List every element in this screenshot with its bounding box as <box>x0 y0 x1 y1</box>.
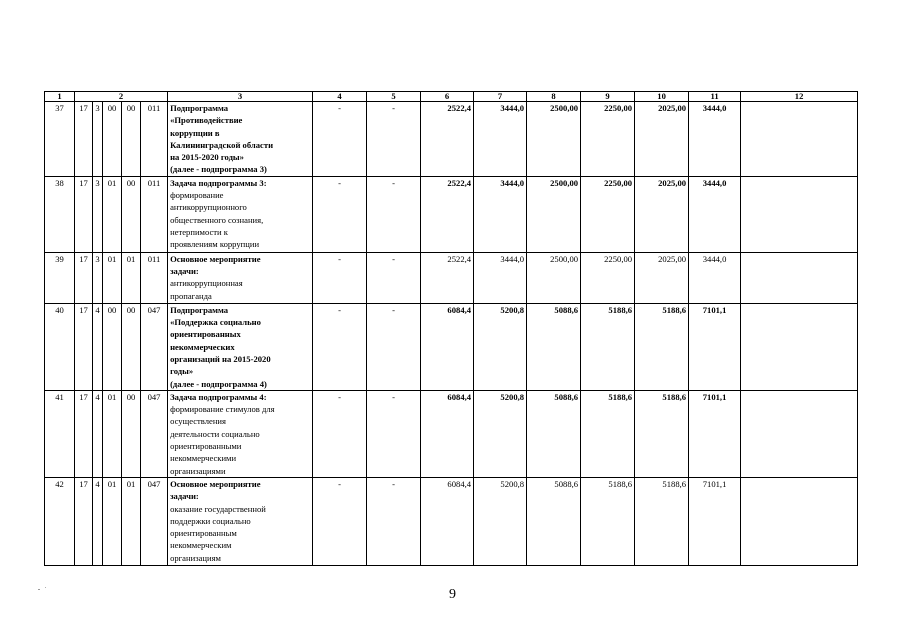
code-cell: 4 <box>93 390 103 477</box>
program-description-line: оказание государственной <box>170 503 266 514</box>
code-cell: 3 <box>93 176 103 252</box>
amount-cell: 5188,6 <box>581 390 635 477</box>
row-number-cell: 41 <box>45 390 75 477</box>
row-number-cell: 37 <box>45 102 75 177</box>
program-description-line: общественного сознания, <box>170 214 264 225</box>
amount-cell: 2250,00 <box>581 176 635 252</box>
amount-cell: 5188,6 <box>635 390 689 477</box>
amount-cell: 5188,6 <box>635 477 689 565</box>
program-name-line: (далее - подпрограмма 3) <box>170 164 267 175</box>
program-name-cell <box>168 102 313 177</box>
dash-cell: - <box>367 303 421 390</box>
program-description-line: поддержки социально <box>170 515 251 526</box>
program-description-line: нетерпимости к <box>170 226 228 237</box>
dash-cell: - <box>313 102 367 177</box>
column-header: 7 <box>474 92 527 102</box>
amount-cell: 2250,00 <box>581 102 635 177</box>
code-cell: 00 <box>122 390 141 477</box>
table-body <box>45 102 858 566</box>
program-name-cell <box>168 176 313 252</box>
code-cell: 17 <box>75 303 93 390</box>
code-cell: 01 <box>103 252 122 303</box>
row-number-cell: 39 <box>45 252 75 303</box>
column-header: 2 <box>75 92 168 102</box>
empty-cell <box>741 303 858 390</box>
code-cell: 01 <box>103 477 122 565</box>
program-name-line: «Противодействие <box>170 115 243 126</box>
table-row <box>45 102 858 177</box>
program-description-line: деятельности социально <box>170 428 260 439</box>
amount-cell: 5088,6 <box>527 477 581 565</box>
amount-cell: 5200,8 <box>474 303 527 390</box>
amount-cell: 6084,4 <box>421 477 474 565</box>
amount-cell: 3444,0 <box>689 102 741 177</box>
table-header-row <box>45 92 858 102</box>
row-number-cell: 42 <box>45 477 75 565</box>
table-row <box>45 390 858 477</box>
program-name-line: (далее - подпрограмма 4) <box>170 378 267 389</box>
program-name-line: Основное мероприятие <box>170 253 261 264</box>
code-cell: 3 <box>93 102 103 177</box>
column-header: 11 <box>689 92 741 102</box>
empty-cell <box>741 176 858 252</box>
empty-cell <box>741 390 858 477</box>
amount-cell: 3444,0 <box>474 176 527 252</box>
column-header: 5 <box>367 92 421 102</box>
program-name-line: Основное мероприятие <box>170 478 261 489</box>
amount-cell: 2025,00 <box>635 176 689 252</box>
amount-cell: 3444,0 <box>689 252 741 303</box>
amount-cell: 7101,1 <box>689 390 741 477</box>
empty-cell <box>741 252 858 303</box>
amount-cell: 2522,4 <box>421 252 474 303</box>
program-description-line: проявлениям коррупции <box>170 239 260 250</box>
table-row <box>45 303 858 390</box>
code-cell: 011 <box>141 176 168 252</box>
program-name-line: годы» <box>170 366 194 377</box>
dash-cell: - <box>367 102 421 177</box>
amount-cell: 5088,6 <box>527 390 581 477</box>
dash-cell: - <box>367 176 421 252</box>
program-description-line: некоммерческими <box>170 453 237 464</box>
row-number-cell: 38 <box>45 176 75 252</box>
program-description-line: формирование <box>170 190 224 201</box>
code-cell: 01 <box>122 477 141 565</box>
code-cell: 011 <box>141 252 168 303</box>
program-description-line: антикоррупционная <box>170 278 243 289</box>
column-header: 12 <box>741 92 858 102</box>
empty-cell <box>741 102 858 177</box>
code-cell: 047 <box>141 390 168 477</box>
dash-cell: - <box>367 252 421 303</box>
program-description-line: ориентированными <box>170 441 242 452</box>
amount-cell: 3444,0 <box>474 102 527 177</box>
column-header: 8 <box>527 92 581 102</box>
program-name-line: Подпрограмма <box>170 103 229 113</box>
empty-cell <box>741 477 858 565</box>
program-description-line: организациям <box>170 552 221 563</box>
code-cell: 00 <box>122 102 141 177</box>
program-description-line: формирование стимулов для <box>170 404 275 415</box>
program-name-cell <box>168 252 313 303</box>
code-cell: 01 <box>103 176 122 252</box>
code-cell: 17 <box>75 252 93 303</box>
column-header: 1 <box>45 92 75 102</box>
scan-speck <box>38 589 40 590</box>
code-cell: 3 <box>93 252 103 303</box>
dash-cell: - <box>313 477 367 565</box>
code-cell: 4 <box>93 477 103 565</box>
column-header: 6 <box>421 92 474 102</box>
amount-cell: 2500,00 <box>527 102 581 177</box>
amount-cell: 7101,1 <box>689 303 741 390</box>
amount-cell: 2250,00 <box>581 252 635 303</box>
program-name-line: Задача подпрограммы 4: <box>170 391 267 402</box>
amount-cell: 5188,6 <box>635 303 689 390</box>
program-description-line: антикоррупционного <box>170 202 247 213</box>
program-name-line: задачи: <box>170 266 199 277</box>
row-number-cell: 40 <box>45 303 75 390</box>
column-header: 10 <box>635 92 689 102</box>
program-name-line: организаций на 2015-2020 <box>170 353 271 364</box>
page-number: 9 <box>449 587 456 602</box>
scan-speck <box>45 587 46 588</box>
dash-cell: - <box>367 390 421 477</box>
code-cell: 17 <box>75 390 93 477</box>
program-name-line: ориентированных <box>170 329 241 340</box>
amount-cell: 2025,00 <box>635 102 689 177</box>
column-header: 4 <box>313 92 367 102</box>
program-name-line: «Поддержка социально <box>170 317 261 328</box>
amount-cell: 5200,8 <box>474 477 527 565</box>
table-row <box>45 252 858 303</box>
program-name-line: Подпрограмма <box>170 304 229 315</box>
amount-cell: 5188,6 <box>581 303 635 390</box>
code-cell: 047 <box>141 477 168 565</box>
program-name-cell <box>168 477 313 565</box>
program-name-line: некоммерческих <box>170 341 235 352</box>
dash-cell: - <box>313 390 367 477</box>
amount-cell: 7101,1 <box>689 477 741 565</box>
amount-cell: 2522,4 <box>421 176 474 252</box>
program-name-line: коррупции в <box>170 127 220 138</box>
program-name-line: Калининградской области <box>170 139 274 150</box>
program-description-line: ориентированным <box>170 528 237 539</box>
amount-cell: 5188,6 <box>581 477 635 565</box>
amount-cell: 5200,8 <box>474 390 527 477</box>
dash-cell: - <box>313 252 367 303</box>
amount-cell: 5088,6 <box>527 303 581 390</box>
amount-cell: 2025,00 <box>635 252 689 303</box>
program-name-line: на 2015-2020 годы» <box>170 152 244 163</box>
code-cell: 00 <box>122 303 141 390</box>
code-cell: 17 <box>75 176 93 252</box>
dash-cell: - <box>313 176 367 252</box>
amount-cell: 3444,0 <box>689 176 741 252</box>
code-cell: 01 <box>122 252 141 303</box>
amount-cell: 3444,0 <box>474 252 527 303</box>
program-description-line: организациями <box>170 465 226 476</box>
dash-cell: - <box>367 477 421 565</box>
program-description-line: пропаганда <box>170 290 212 301</box>
code-cell: 00 <box>103 303 122 390</box>
amount-cell: 2500,00 <box>527 252 581 303</box>
amount-cell: 2500,00 <box>527 176 581 252</box>
code-cell: 00 <box>122 176 141 252</box>
code-cell: 00 <box>103 102 122 177</box>
code-cell: 17 <box>75 102 93 177</box>
program-name-cell <box>168 303 313 390</box>
budget-table <box>44 91 858 566</box>
amount-cell: 6084,4 <box>421 303 474 390</box>
program-description-line: осуществления <box>170 416 226 427</box>
amount-cell: 6084,4 <box>421 390 474 477</box>
column-header: 9 <box>581 92 635 102</box>
program-name-cell <box>168 390 313 477</box>
code-cell: 4 <box>93 303 103 390</box>
program-name-line: Задача подпрограммы 3: <box>170 177 267 188</box>
program-description-line: некоммерческим <box>170 540 232 551</box>
table-row <box>45 176 858 252</box>
code-cell: 011 <box>141 102 168 177</box>
table-row <box>45 477 858 565</box>
column-header: 3 <box>168 92 313 102</box>
code-cell: 01 <box>103 390 122 477</box>
dash-cell: - <box>313 303 367 390</box>
amount-cell: 2522,4 <box>421 102 474 177</box>
program-name-line: задачи: <box>170 491 199 502</box>
code-cell: 047 <box>141 303 168 390</box>
code-cell: 17 <box>75 477 93 565</box>
